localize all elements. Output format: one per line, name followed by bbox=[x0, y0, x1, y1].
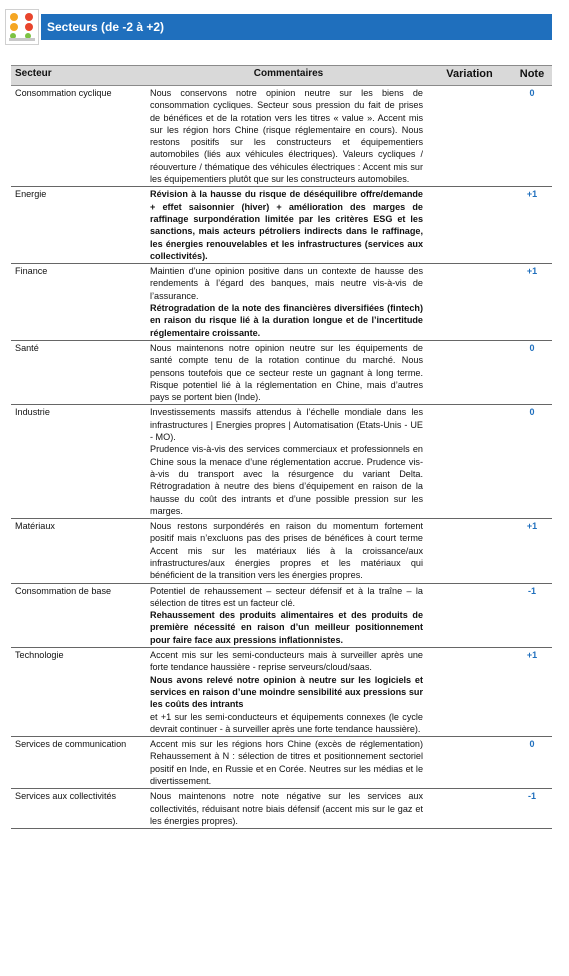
sector-variation bbox=[427, 340, 512, 404]
sector-variation bbox=[427, 583, 512, 647]
sector-variation bbox=[427, 187, 512, 264]
sector-note: 0 bbox=[512, 405, 552, 519]
comment-paragraph: Nous maintenons notre note négative sur les services aux collectivités, réduisant notre biais défensif (accent mis sur le gaz et les énergies propres). bbox=[150, 791, 423, 826]
section-header: Secteurs (de -2 à +2) bbox=[41, 14, 552, 40]
column-header-comment: Commentaires bbox=[150, 66, 427, 86]
table-row bbox=[11, 264, 552, 341]
comment-paragraph: Investissements massifs attendus à l’échelle mondiale dans les infrastructures | Energies propres | Automatisation (Etats-Unis - UE - MO). bbox=[150, 407, 423, 443]
sector-name: Services de communication bbox=[11, 737, 150, 789]
sector-name: Consommation cyclique bbox=[11, 86, 150, 187]
column-header-sector: Secteur bbox=[11, 66, 150, 86]
sector-name: Santé bbox=[11, 340, 150, 404]
sector-note: +1 bbox=[512, 187, 552, 264]
comment-paragraph: Nous conservons notre opinion neutre sur les biens de consommation cycliques. Secteur sous pression du fait de prises de bénéfices et de la rotation vers les titres « value ». Accent mis sur les région hors Chine (risque réglementaire en cours). Nous restons positifs sur les constructeurs et équipementiers automobiles (liés aux véhicules électriques). Valeurs cycliques / réouverture / thématique des véhicules électriques : Accent mis sur les équipementiers plutôt que sur les constructeurs automobiles. bbox=[150, 88, 423, 185]
logo-dot bbox=[25, 13, 33, 21]
sector-name: Finance bbox=[11, 264, 150, 341]
sector-note: 0 bbox=[512, 340, 552, 404]
logo-dot bbox=[10, 13, 18, 21]
logo-icon bbox=[5, 9, 39, 45]
table-row bbox=[11, 648, 552, 737]
sector-note: +1 bbox=[512, 519, 552, 583]
comment-paragraph: Potentiel de rehaussement – secteur défensif et à la traîne – la sélection de titres est un facteur clé. bbox=[150, 585, 423, 608]
logo-dot bbox=[25, 23, 33, 31]
sector-variation bbox=[427, 789, 512, 829]
sector-name: Technologie bbox=[11, 648, 150, 737]
comment-paragraph: Rehaussement des produits alimentaires et des produits de première nécessité en raison d’un meilleur positionnement pour faire face aux pressions inflationnistes. bbox=[150, 610, 423, 645]
sector-note: +1 bbox=[512, 648, 552, 737]
sector-comment bbox=[150, 340, 427, 404]
table-header-row bbox=[11, 66, 552, 86]
sector-comment bbox=[150, 789, 427, 829]
column-header-note: Note bbox=[512, 66, 552, 86]
table-row bbox=[11, 737, 552, 789]
sector-note: -1 bbox=[512, 789, 552, 829]
sector-name: Matériaux bbox=[11, 519, 150, 583]
comment-paragraph: Nous avons relevé notre opinion à neutre sur les logiciels et services en raison d’une moindre sensibilité aux pressions sur les coûts des intrants bbox=[150, 674, 423, 710]
comment-paragraph: Révision à la hausse du risque de déséquilibre offre/demande + effet saisonnier (hiver) + amélioration des marges de raffinage surpondération limitée par les critères ESG et les sanctions, mais acteurs pétroliers indirects dans le raffinage, les énergies renouvelables et les infrastructures (services aux collectivités). bbox=[150, 189, 423, 261]
table-row bbox=[11, 519, 552, 583]
comment-paragraph: Accent mis sur les régions hors Chine (excès de réglementation) Rehaussement à N : sélection de titres et positionnement sectoriel positif en Inde, en Russie et en Corée. Neutres sur les médias et le divertissement. bbox=[150, 739, 423, 787]
sector-note: 0 bbox=[512, 86, 552, 187]
table-row bbox=[11, 86, 552, 187]
sector-comment bbox=[150, 737, 427, 789]
logo-bar bbox=[9, 38, 35, 41]
sector-variation bbox=[427, 648, 512, 737]
table-row bbox=[11, 340, 552, 404]
sector-variation bbox=[427, 264, 512, 341]
sector-note: -1 bbox=[512, 583, 552, 647]
comment-paragraph: et +1 sur les semi-conducteurs et équipements connexes (le cycle devrait continuer - à surveiller après une forte tendance haussière). bbox=[150, 711, 423, 734]
sector-comment bbox=[150, 583, 427, 647]
table-row bbox=[11, 187, 552, 264]
sector-variation bbox=[427, 86, 512, 187]
table-row bbox=[11, 405, 552, 519]
logo-dot bbox=[10, 23, 18, 31]
column-header-variation: Variation bbox=[427, 66, 512, 86]
sector-name: Energie bbox=[11, 187, 150, 264]
sector-comment bbox=[150, 519, 427, 583]
sector-variation bbox=[427, 737, 512, 789]
sector-variation bbox=[427, 405, 512, 519]
sector-note: 0 bbox=[512, 737, 552, 789]
table-body bbox=[11, 86, 552, 829]
sector-note: +1 bbox=[512, 264, 552, 341]
sector-variation bbox=[427, 519, 512, 583]
sector-name: Consommation de base bbox=[11, 583, 150, 647]
comment-paragraph: Nous maintenons notre opinion neutre sur les équipements de santé compte tenu de la rotation continue du marché. Nous pensons toutefois que ce secteur reste un gagnant à long terme. Risque potentiel lié à la réglementation en Chine, mais d’autres pays se portent bien (Inde). bbox=[150, 342, 423, 403]
table-row bbox=[11, 789, 552, 829]
comment-paragraph: Prudence vis-à-vis des services commerciaux et professionnels en Chine sous la menace d’une réglementation accrue. Prudence vis-à-vis du transport avec la résurgence du variant Delta. Rétrogradation à neutre des biens d’équipement en raison de la hausse du coût des intrants et d’une possible pression sur les marges. bbox=[150, 444, 423, 516]
comment-paragraph: Maintien d’une opinion positive dans un contexte de hausse des rendements à l’égard des banques, mais neutre vis-à-vis de l’assurance. bbox=[150, 266, 423, 301]
comment-paragraph: Nous restons surpondérés en raison du momentum fortement positif mais n’excluons pas des prises de bénéfices à court terme Accent mis sur les matériaux liés à la croissance/aux infrastructures/aux énergies propres et les matériaux qui bénéficient de la transition vers les énergies propres. bbox=[150, 521, 423, 581]
sector-comment bbox=[150, 648, 427, 737]
comment-paragraph: Rétrogradation de la note des financières diversifiées (fintech) en raison du risque lié à la duration longue et de l’incertitude réglementaire croissante. bbox=[150, 303, 423, 338]
table-row bbox=[11, 583, 552, 647]
sector-comment bbox=[150, 405, 427, 519]
sector-comment bbox=[150, 187, 427, 264]
sector-comment bbox=[150, 264, 427, 341]
sectors-table bbox=[11, 65, 552, 829]
sector-name: Industrie bbox=[11, 405, 150, 519]
sector-name: Services aux collectivités bbox=[11, 789, 150, 829]
sector-comment bbox=[150, 86, 427, 187]
comment-paragraph: Accent mis sur les semi-conducteurs mais à surveiller après une forte tendance haussière - reprise serveurs/cloud/saas. bbox=[150, 650, 423, 673]
